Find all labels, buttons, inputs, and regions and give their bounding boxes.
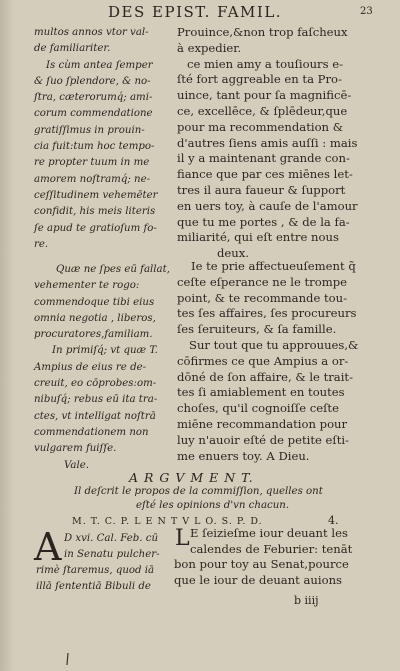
latin-line: In primiſq́; vt quæ T. (52, 345, 158, 357)
latin-column-section-3 (36, 531, 174, 595)
french-line: que le iour de deuant auions (174, 572, 342, 587)
running-head: DES EPIST. FAMIL. (108, 3, 283, 21)
french-line: point, & te recommande tou- (177, 290, 348, 305)
french-line: uince, tant pour ſa magnificē- (177, 88, 352, 103)
french-line: dōné de ſon affaire, & le trait- (177, 369, 354, 384)
latin-line: D xvi. Cal. Feb. cū (64, 533, 159, 544)
french-line: tes ſi amiablement en toutes (177, 385, 345, 400)
latin-line: gratiſſimus in prouin- (34, 124, 145, 136)
latin-line: rimè ſtaremus, quod iā (36, 565, 155, 576)
page-gutter-shadow (0, 0, 14, 671)
latin-drop-cap: A (34, 525, 62, 569)
french-line: E ſeizieſme iour deuant les (190, 526, 348, 540)
argument-text (74, 485, 374, 513)
latin-line: vehementer te rogo: (34, 280, 140, 292)
latin-column-section-2 (34, 262, 174, 474)
argument-line: Il deſcrit le propos de la commiſſion, quelles ont (74, 486, 323, 497)
french-line: en uers toy, à cauſe de l'amour (177, 198, 358, 213)
french-column-section-3 (174, 526, 395, 588)
french-line: il y a maintenant grande con- (177, 151, 350, 166)
latin-line: nibuſq́; rebus eū ita tra- (34, 394, 158, 406)
latin-line: multos annos vtor val- (34, 27, 149, 38)
latin-line: corum commendatione (34, 108, 153, 120)
latin-line: & ſuo ſplendore, & no- (34, 75, 151, 87)
argument-heading: A R G V M E N T. (129, 470, 254, 485)
latin-line: re. (34, 238, 49, 250)
french-line: ſes ſeruiteurs, & ſa famille. (177, 322, 337, 337)
latin-line: commendoque tibi eius (34, 296, 155, 308)
french-line: ſté fort aggreable en ta Pro- (177, 72, 342, 87)
french-line: Ie te prie affectueuſement q̃ (191, 259, 356, 273)
french-line: cōfirmes ce que Ampius a or- (177, 353, 349, 368)
latin-line: omnia negotia , liberos, (34, 312, 156, 324)
french-line: pour ma recommendation & (177, 119, 344, 134)
latin-line: ſtra, cæterorumq́; ami- (34, 92, 153, 104)
french-line: à expedier. (177, 40, 242, 55)
latin-line: confidit, his meis literis (34, 206, 156, 218)
french-line: me enuers toy. A Dieu. (177, 448, 310, 463)
latin-line: Ampius de eius re de- (34, 361, 147, 373)
latin-line: cia fuit:tum hoc tempo- (34, 141, 155, 153)
latin-line: procuratores,familiam. (34, 329, 153, 341)
latin-line: amorem noſtramq́; ne- (34, 173, 151, 185)
letter-number: 4. (328, 514, 339, 527)
french-line: ce mien amy a touſiours e- (187, 56, 344, 71)
french-line: d'autres ſiens amis auſſi : mais (177, 135, 358, 150)
page-number: 23 (360, 6, 373, 17)
french-line: que tu me portes , & de la fa- (177, 214, 350, 229)
french-line: miēne recommandation pour (177, 416, 348, 431)
latin-line: illā ſententiā Bibuli de (36, 581, 151, 592)
latin-line: commendationem non (34, 426, 149, 438)
french-line: Sur tout que tu approuues,& (189, 337, 359, 352)
french-line: Prouince,&non trop faſcheux (177, 25, 348, 39)
letter-salutation: M. T. C. P. L E N T V L O. S. P. D. (72, 516, 263, 527)
french-line: choſes, qu'il cognoiſſe ceſte (177, 401, 339, 416)
latin-line: creuit, eo cōprobes:om- (34, 378, 157, 390)
french-line: deux. (217, 246, 249, 261)
latin-line: Quæ ne ſpes eū fallat, (56, 264, 170, 275)
french-line: miliarité, qui eſt entre nous (177, 230, 339, 245)
latin-line: in Senatu pulcher- (64, 549, 160, 560)
french-line: ce, excellēce, & ſplēdeur,que (177, 103, 348, 118)
latin-line: Is cùm antea ſemper (46, 59, 153, 71)
latin-line: re propter tuum in me (34, 157, 150, 169)
french-drop-cap: L (175, 526, 190, 551)
signature-mark: b iiij (294, 594, 319, 607)
french-line: tres il aura faueur & ſupport (177, 182, 346, 197)
latin-line: ſe apud te gratioſum fo- (34, 222, 157, 234)
french-line: bon pour toy au Senat,pource (174, 557, 349, 572)
latin-column-section-1 (34, 25, 174, 253)
french-column-section-1 (177, 25, 392, 262)
french-line: fiance que par ces miēnes let- (177, 167, 353, 182)
latin-line: ceſſitudinem vehemēter (34, 189, 158, 201)
french-line: calendes de Feburier: tenāt (190, 541, 353, 556)
latin-line: vulgarem fuiſſe. (34, 443, 117, 455)
french-line: luy n'auoir eſté de petite eſti- (177, 432, 349, 447)
french-line: tes ſes affaires, ſes procureurs (177, 306, 357, 321)
french-column-section-2 (177, 259, 392, 464)
french-line: ceſte eſperance ne le trompe (177, 274, 347, 289)
latin-line: de familiariter. (34, 43, 111, 55)
ink-mark-icon (64, 652, 72, 666)
latin-line: ctes, vt intelligat noſtrā (34, 410, 156, 422)
argument-line: eſté les opinions d'vn chacun. (136, 500, 290, 511)
latin-line: Vale. (64, 459, 90, 471)
